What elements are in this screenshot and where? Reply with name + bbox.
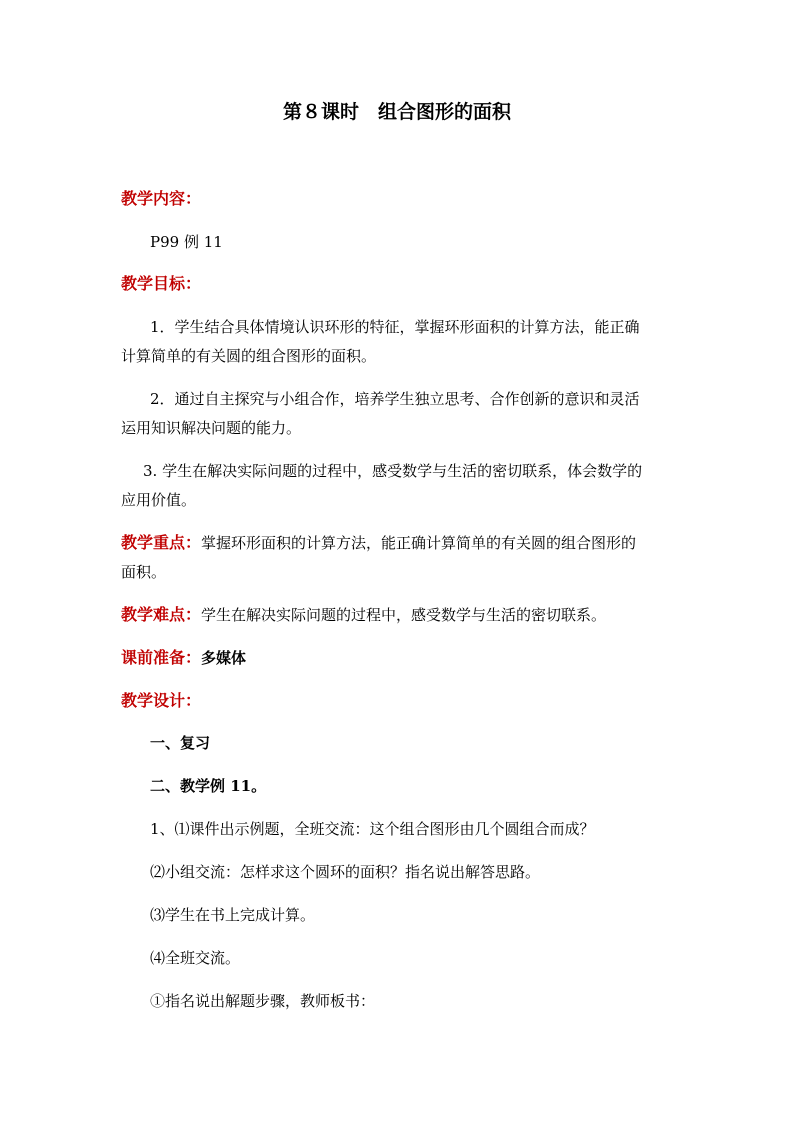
list-item: ⑵小组交流：怎样求这个圆环的面积？指名说出解答思路。 [150, 863, 541, 881]
goal-3-line-2: 应用价值。 [121, 491, 197, 509]
goal-1-line-1: 1．学生结合具体情境认识环形的特征，掌握环形面积的计算方法，能正确 [150, 318, 640, 336]
prep-text: 多媒体 [201, 649, 247, 667]
goal-1-line-2: 计算简单的有关圆的组合图形的面积。 [121, 347, 377, 365]
goal-3-line-1: 3. 学生在解决实际问题的过程中，感受数学与生活的密切联系，体会数学的 [143, 462, 643, 480]
key-text: 掌握环形面积的计算方法，能正确计算简单的有关圆的组合图形的 [201, 534, 637, 552]
content-text: P99 例 11 [150, 233, 223, 251]
preparation [121, 643, 681, 673]
list-item: ①指名说出解题步骤，教师板书： [150, 992, 376, 1010]
difficult-heading: 教学难点： [121, 605, 202, 624]
list-item: 1、⑴课件出示例题，全班交流：这个组合图形由几个圆组合而成？ [150, 820, 595, 838]
difficult-point [121, 600, 681, 630]
key-line-2: 面积。 [121, 563, 167, 581]
step-review: 一、复习 [150, 734, 211, 752]
key-point [121, 528, 681, 558]
list-item: ⑷全班交流。 [150, 949, 241, 967]
prep-heading: 课前准备： [121, 648, 202, 667]
key-heading: 教学重点： [121, 533, 202, 552]
page-title: 第８课时 组合图形的面积 [282, 101, 511, 123]
goal-2-line-2: 运用知识解决问题的能力。 [121, 419, 302, 437]
difficult-text: 学生在解决实际问题的过程中，感受数学与生活的密切联系。 [201, 606, 607, 624]
content-heading: 教学内容： [121, 189, 202, 208]
list-item: ⑶学生在书上完成计算。 [150, 906, 316, 924]
design-heading: 教学设计： [121, 691, 202, 710]
step-example: 二、教学例 11。 [150, 777, 267, 795]
goal-2-line-1: 2．通过自主探究与小组合作，培养学生独立思考、合作创新的意识和灵活 [150, 390, 640, 408]
goals-heading: 教学目标： [121, 274, 202, 293]
